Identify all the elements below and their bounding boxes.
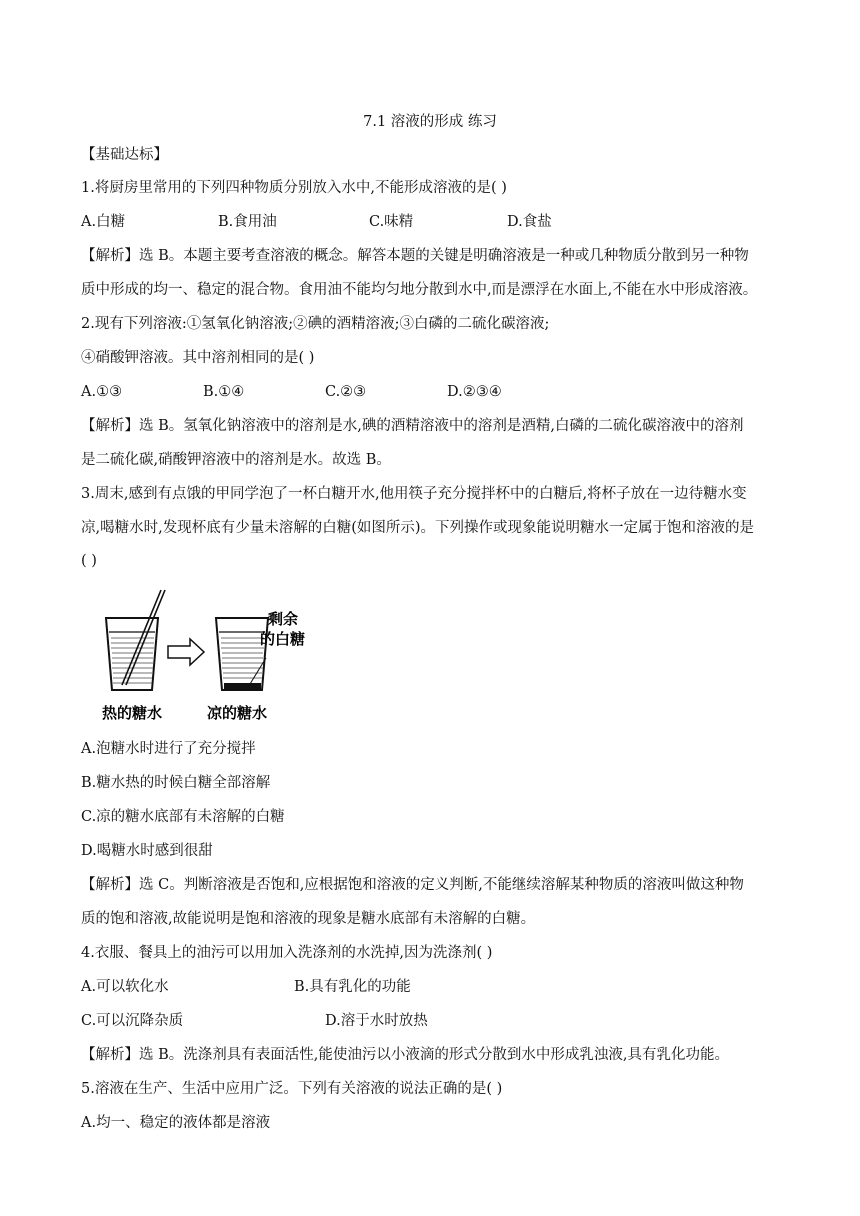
cold-cup-shape (216, 618, 268, 690)
page-title: 7.1 溶液的形成 练习 (363, 114, 497, 130)
q4-analysis: 【解析】选 B。洗涤剂具有表面活性,能使油污以小液滴的形式分散到水中形成乳浊液,具有乳化功能。 (81, 1047, 729, 1063)
q3-option-c: C.凉的糖水底部有未溶解的白糖 (81, 809, 285, 825)
q2-option-a: A.①③ (81, 384, 123, 400)
q5-stem: 5.溶液在生产、生活中应用广泛。下列有关溶液的说法正确的是( ) (81, 1081, 503, 1097)
q4-option-a: A.可以软化水 (81, 979, 169, 995)
q1-analysis-line-2: 质中形成的均一、稳定的混合物。食用油不能均匀地分散到水中,而是漂浮在水面上,不能在水中形成溶液。 (81, 282, 758, 298)
q2-option-c: C.②③ (325, 384, 367, 400)
q1-analysis-line-1: 【解析】选 B。本题主要考查溶液的概念。解答本题的关键是明确溶液是一种或几种物质分散到另一种物 (81, 248, 749, 264)
q3-stem-line-3: ( ) (81, 553, 97, 569)
q4-option-c: C.可以沉降杂质 (81, 1013, 184, 1029)
q1-option-b: B.食用油 (218, 214, 277, 230)
undissolved-sugar-layer (224, 683, 261, 689)
q3-stem-line-1: 3.周末,感到有点饿的甲同学泡了一杯白糖开水,他用筷子充分搅拌杯中的白糖后,将杯子放在一边待糖水变 (81, 486, 747, 502)
q3-analysis-line-1: 【解析】选 C。判断溶液是否饱和,应根据饱和溶液的定义判断,不能继续溶解某种物质的溶液叫做这种物 (81, 877, 744, 893)
section-heading: 【基础达标】 (81, 147, 168, 163)
q4-stem: 4.衣服、餐具上的油污可以用加入洗涤剂的水洗掉,因为洗涤剂( ) (81, 945, 493, 961)
q3-option-a: A.泡糖水时进行了充分搅拌 (81, 741, 256, 757)
q2-analysis-line-2: 是二硫化碳,硝酸钾溶液中的溶剂是水。故选 B。 (81, 452, 391, 468)
q1-option-c: C.味精 (369, 214, 414, 230)
q2-stem-line-2: ④硝酸钾溶液。其中溶剂相同的是( ) (81, 350, 315, 366)
q4-option-d: D.溶于水时放热 (325, 1013, 428, 1029)
q3-analysis-line-2: 质的饱和溶液,故能说明是饱和溶液的现象是糖水底部有未溶解的白糖。 (81, 911, 536, 927)
sugar-water-figure (100, 588, 306, 728)
q2-option-b: B.①④ (203, 384, 245, 400)
q3-option-b: B.糖水热的时候白糖全部溶解 (81, 775, 271, 791)
q1-option-a: A.白糖 (81, 214, 126, 230)
q5-option-a: A.均一、稳定的液体都是溶液 (81, 1115, 271, 1131)
transition-arrow-icon (168, 639, 204, 665)
q2-stem-line-1: 2.现有下列溶液:①氢氧化钠溶液;②碘的酒精溶液;③白磷的二硫化碳溶液; (81, 316, 550, 332)
hot-cup-label: 热的糖水 (102, 704, 163, 722)
q2-option-d: D.②③④ (447, 384, 502, 400)
q1-option-d: D.食盐 (507, 214, 552, 230)
q3-stem-line-2: 凉,喝糖水时,发现杯底有少量未溶解的白糖(如图所示)。下列操作或现象能说明糖水一定属于饱和溶液的是 (81, 520, 755, 536)
cold-cup-label: 凉的糖水 (207, 704, 268, 722)
q1-stem: 1.将厨房里常用的下列四种物质分别放入水中,不能形成溶液的是( ) (81, 180, 507, 196)
q3-option-d: D.喝糖水时感到很甜 (81, 843, 213, 859)
callout-label-line-1: 剩余 (268, 610, 299, 628)
hot-cup-shape (106, 590, 165, 690)
callout-label-line-2: 的白糖 (260, 630, 306, 648)
q2-analysis-line-1: 【解析】选 B。氢氧化钠溶液中的溶剂是水,碘的酒精溶液中的溶剂是酒精,白磷的二硫化碳溶液中的溶剂 (81, 418, 744, 434)
sugar-water-illustration (100, 588, 306, 728)
q4-option-b: B.具有乳化的功能 (294, 979, 411, 995)
